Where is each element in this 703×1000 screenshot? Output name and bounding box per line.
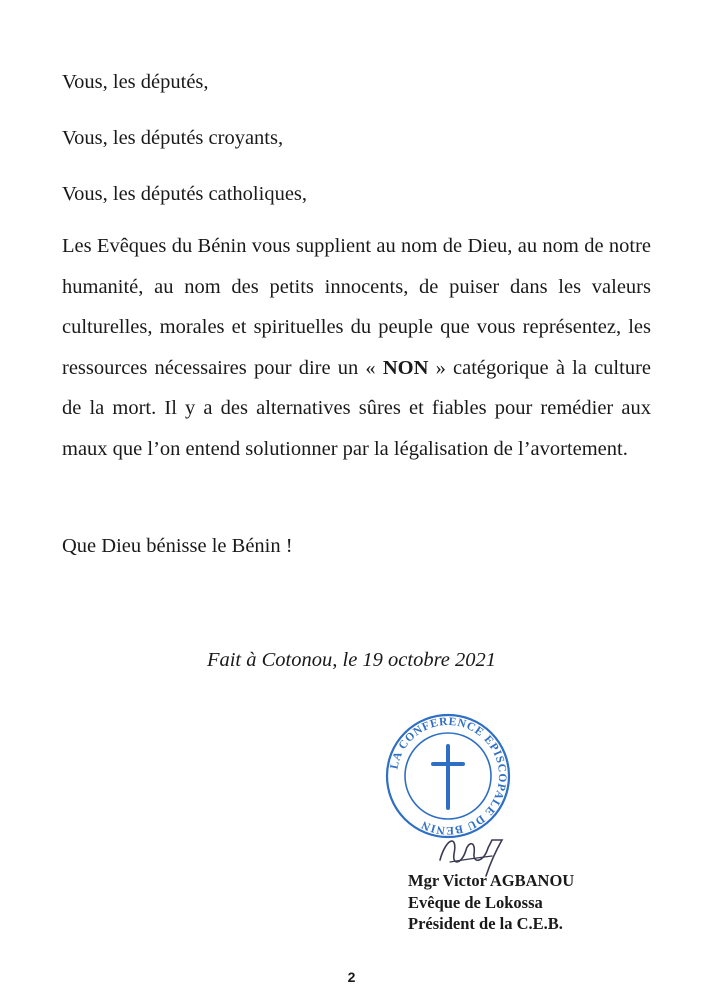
signatory-title: Evêque de Lokossa: [408, 892, 543, 912]
body-paragraph: [62, 226, 651, 470]
stamp-text: LA CONFERENCE EPISCOPALE DU BENIN: [388, 715, 509, 837]
salutation-deputes-catholiques: Vous, les députés catholiques,: [62, 183, 308, 205]
signature-block: [408, 870, 574, 935]
salutation-deputes: Vous, les députés,: [62, 71, 209, 93]
body-text-after: » catégorique à la culture de la mort. Il y a des alternatives sûres et fiables pour remédier aux maux que l’on entend solutionner par la légalisation de l’avortement.: [62, 356, 651, 460]
salutation-deputes-croyants: Vous, les députés croyants,: [62, 127, 284, 149]
body-text-before: Les Evêques du Bénin vous supplient au nom de Dieu, au nom de notre humanité, au nom des petits innocents, de puiser dans les valeurs culturelles, morales et spirituelles du peuple que vous représentez, les ressources nécessaires pour dire un «: [62, 235, 651, 379]
page-number: 2: [347, 969, 356, 985]
signatory-name: Mgr Victor AGBANOU: [408, 871, 575, 890]
body-emphasis-non: NON: [382, 356, 429, 379]
place-and-date: Fait à Cotonou, le 19 octobre 2021: [206, 649, 497, 671]
signatory-role: Président de la C.E.B.: [408, 914, 563, 933]
blessing-line: Que Dieu bénisse le Bénin !: [62, 535, 293, 557]
